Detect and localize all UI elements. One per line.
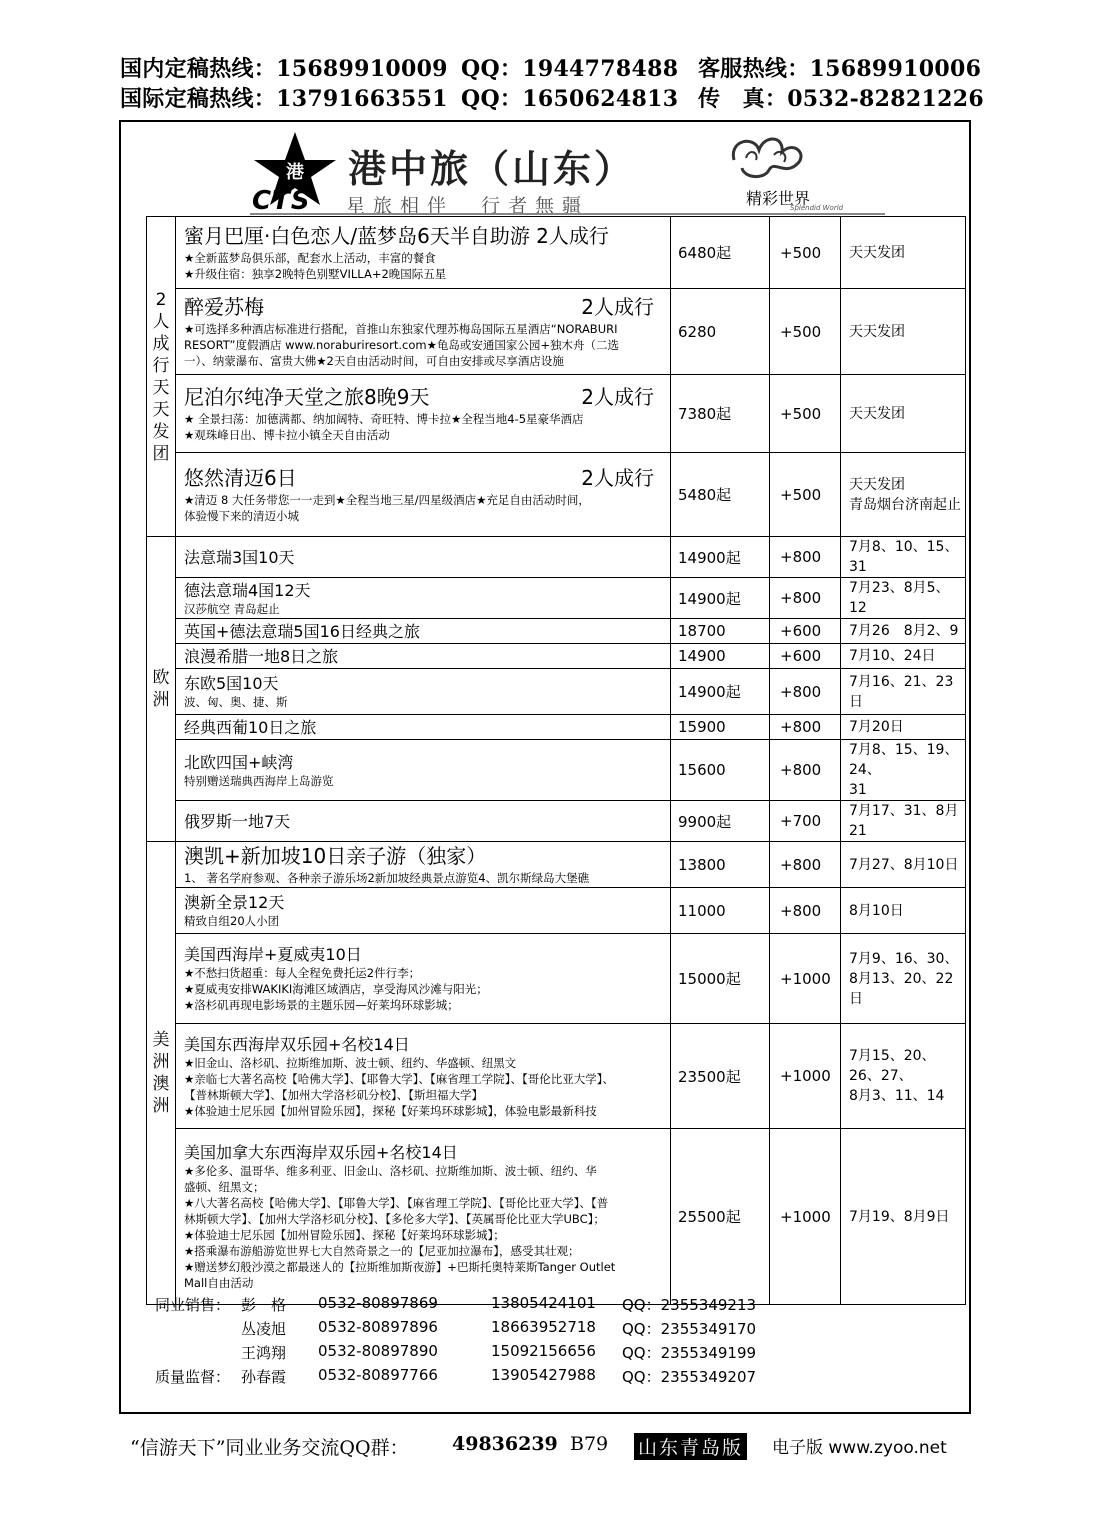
tour-price: 9900起 xyxy=(671,801,770,842)
tour-title-line xyxy=(184,465,664,492)
tour-dates xyxy=(841,537,966,578)
tour-price: 15900 xyxy=(671,715,770,740)
tour-title-line xyxy=(184,717,664,738)
tour-title-line xyxy=(184,892,664,913)
region-label xyxy=(147,537,176,842)
tour-surcharge: +1000 xyxy=(770,934,841,1024)
tour-dates xyxy=(841,289,966,375)
tour-desc: ★洛杉矶再现电影场景的主题乐园—好莱坞环球影城； xyxy=(184,998,459,1012)
tour-date-line: 青岛烟台济南起止 xyxy=(849,496,961,513)
tour-surcharge: +800 xyxy=(770,578,841,619)
tour-date-line: 7月10、24日 xyxy=(849,648,936,664)
contact-qq: QQ：2355349207 xyxy=(622,1368,757,1386)
tour-surcharge: +500 xyxy=(770,289,841,375)
region-char: 欧 xyxy=(152,668,170,688)
tour-desc: ★旧金山、洛杉矶、拉斯维加斯、波士顿、纽约、华盛顿、纽黑文 xyxy=(184,1055,517,1070)
cts-logo: CTS xyxy=(252,186,311,216)
tour-title-line xyxy=(184,294,664,321)
tour-title-line xyxy=(184,1142,664,1163)
tour-info xyxy=(176,453,671,537)
brand-divider xyxy=(250,213,885,215)
tour-surcharge: +600 xyxy=(770,644,841,669)
contact-name: 彭 格 xyxy=(241,1296,287,1314)
tour-row xyxy=(147,842,966,888)
tour-title-line xyxy=(184,646,664,667)
footer-edition: 山东青岛版 xyxy=(634,1433,747,1460)
tour-title-line xyxy=(184,673,664,694)
region-char: 成 xyxy=(152,333,170,354)
tour-desc: 体验慢下来的清迈小城 xyxy=(184,509,299,523)
tour-title-line xyxy=(184,752,664,773)
region-char: 澳 xyxy=(152,1074,170,1094)
tour-price: 14900起 xyxy=(671,537,770,578)
tour-info xyxy=(176,934,671,1024)
tour-info xyxy=(176,537,671,578)
brand-name: 港中旅（山东） xyxy=(348,147,636,191)
tour-title-line xyxy=(184,811,664,832)
partner-name: 精彩世界 xyxy=(746,189,811,208)
tour-desc: RESORT”度假酒店 www.noraburiresort.com★龟岛或安通国家公园+独木舟（二选 xyxy=(184,338,620,352)
tour-price: 15000起 xyxy=(671,934,770,1024)
region-label xyxy=(147,217,176,537)
tour-dates xyxy=(841,669,966,715)
tour-info xyxy=(176,217,671,289)
tour-title: 法意瑞3国10天 xyxy=(184,547,295,567)
tour-desc: 一）、纳蒙瀑布、富贵大佛★2天自由活动时间，可自由安排或尽享酒店设施 xyxy=(184,354,564,368)
tour-price: 14900 xyxy=(671,644,770,669)
contact-tel: 0532-80897869 xyxy=(318,1294,438,1312)
contact-role: 质量监督： xyxy=(155,1368,231,1386)
tour-desc: Mall自由活动 xyxy=(184,1276,254,1290)
tour-surcharge: +500 xyxy=(770,217,841,289)
tour-surcharge: +500 xyxy=(770,453,841,537)
footer-text: “信游天下”同业业务交流QQ群： xyxy=(130,1437,409,1459)
tour-info xyxy=(176,619,671,644)
tour-date-line: 7月20日 xyxy=(849,719,904,735)
tour-title-line xyxy=(184,1034,664,1055)
tour-surcharge: +800 xyxy=(770,537,841,578)
tour-row xyxy=(147,888,966,934)
tour-title: 北欧四国+峡湾 xyxy=(184,752,294,772)
tour-dates xyxy=(841,217,966,289)
tour-dates xyxy=(841,619,966,644)
brand-header xyxy=(250,128,890,218)
tour-price: 6480起 xyxy=(671,217,770,289)
region-char: 天 xyxy=(152,377,170,398)
tour-date-line: 7月27、8月10日 xyxy=(849,856,959,873)
tour-info xyxy=(176,578,671,619)
tour-row xyxy=(147,1024,966,1129)
tour-price: 7380起 xyxy=(671,375,770,453)
tour-desc: ★八大著名高校【哈佛大学】、【耶鲁大学】、【麻省理工学院】、【哥伦比亚大学】、【普 xyxy=(184,1196,609,1210)
tour-row xyxy=(147,740,966,801)
tour-surcharge: +800 xyxy=(770,888,841,934)
region-char: 洲 xyxy=(152,1052,170,1072)
tour-title: 澳新全景12天 xyxy=(184,893,285,912)
tour-dates xyxy=(841,740,966,801)
contact-mobile: 18663952718 xyxy=(491,1318,596,1336)
contact-tel: 0532-80897890 xyxy=(318,1342,438,1360)
tour-price: 18700 xyxy=(671,619,770,644)
tour-date-line: 7月19、8月9日 xyxy=(849,1208,950,1225)
footer-qq: 49836239 xyxy=(452,1433,558,1455)
tour-dates xyxy=(841,578,966,619)
tour-row xyxy=(147,715,966,740)
tour-surcharge: +800 xyxy=(770,715,841,740)
tour-desc: ★全新蓝梦岛俱乐部，配套水上活动，丰富的餐食 xyxy=(184,251,436,265)
tour-price: 14900起 xyxy=(671,578,770,619)
tour-desc: 1、 著名学府参观、各种亲子游乐场2新加坡经典景点游览4、凯尔斯绿岛大堡礁 xyxy=(184,871,590,885)
tour-date-line: 7月23、8月5、12 xyxy=(849,580,950,616)
tour-desc: ★可选择多种酒店标准进行搭配，首推山东独家代理苏梅岛国际五星酒店“NORABURI xyxy=(184,322,618,336)
tour-title-line xyxy=(184,580,664,601)
tour-info xyxy=(176,375,671,453)
tour-row xyxy=(147,453,966,537)
tour-desc: ★ 全景扫荡：加德满都、纳加阔特、奇旺特、博卡拉★全程当地4-5星豪华酒店 xyxy=(184,412,584,426)
tour-title-line xyxy=(184,944,664,965)
tour-dates xyxy=(841,934,966,1024)
tour-desc: 【普林斯顿大学】、【加州大学洛杉矶分校】、【斯坦福大学】 xyxy=(184,1087,483,1102)
tour-info xyxy=(176,801,671,842)
contact-tel: 0532-80897766 xyxy=(318,1366,438,1384)
tour-title: 尼泊尔纯净天堂之旅8晚9天 xyxy=(184,385,430,409)
tour-date-line: 7月15、20、26、27、 xyxy=(849,1048,936,1084)
tour-row xyxy=(147,289,966,375)
contact-qq: QQ：2355349213 xyxy=(622,1296,757,1314)
tour-desc: ★赠送梦幻般沙漠之都最迷人的【拉斯维加斯夜游】+巴斯托奥特莱斯Tanger Outlet xyxy=(184,1260,616,1274)
tour-surcharge: +800 xyxy=(770,842,841,888)
tour-row xyxy=(147,1129,966,1305)
tour-row xyxy=(147,217,966,289)
tour-title-line xyxy=(184,223,664,250)
tour-title-line xyxy=(184,384,664,411)
tour-price: 5480起 xyxy=(671,453,770,537)
footer-page: B79 xyxy=(570,1433,609,1455)
tour-desc: ★体验迪士尼乐园【加州冒险乐园】、探秘【好莱坞环球影城】； xyxy=(184,1228,505,1242)
tour-date-line: 8月3、11、14 xyxy=(849,1088,945,1104)
tour-row xyxy=(147,375,966,453)
tour-dates xyxy=(841,801,966,842)
tour-title: 悠然清迈6日 xyxy=(184,466,297,490)
splendid-world-logo-icon xyxy=(724,130,814,190)
tour-date-line: 8月13、20、22日 xyxy=(849,970,954,1007)
tour-desc: ★搭乘瀑布游船游览世界七大自然奇景之一的【尼亚加拉瀑布】，感受其壮观； xyxy=(184,1244,580,1258)
tour-surcharge: +600 xyxy=(770,619,841,644)
domestic-hotline: 国内定稿热线：15689910009 xyxy=(120,56,448,82)
tour-title-line xyxy=(184,621,664,642)
service-hotline: 客服热线：15689910006 xyxy=(698,56,982,82)
region-char: 人 xyxy=(152,311,170,332)
tour-desc: ★夏威夷安排WAKIKI海滩区域酒店，享受海风沙滩与阳光； xyxy=(184,982,488,996)
tour-desc: ★体验迪士尼乐园【加州冒险乐园】，探秘【好莱坞环球影城】，体验电影最新科技 xyxy=(184,1103,597,1118)
tour-title: 澳凯+新加坡10日亲子游（独家） xyxy=(184,844,487,868)
region-char: 行 xyxy=(152,355,170,376)
tour-title: 美国东西海岸双乐园+名校14日 xyxy=(184,1034,410,1054)
tour-dates xyxy=(841,375,966,453)
tour-price: 15600 xyxy=(671,740,770,801)
tour-dates xyxy=(841,453,966,537)
tour-dates xyxy=(841,842,966,888)
tour-surcharge: +800 xyxy=(770,740,841,801)
tour-desc: ★清迈 8 大任务带您一一走到★全程当地三星/四星级酒店★充足自由活动时间， xyxy=(184,493,590,507)
contact-name: 孙春霞 xyxy=(241,1368,287,1386)
tour-date-line: 7月17、31、8月21 xyxy=(849,803,959,839)
tour-title: 德法意瑞4国12天 xyxy=(184,580,311,600)
international-qq: QQ：1650624813 xyxy=(461,86,679,112)
tour-desc: ★多伦多、温哥华、维多利亚、旧金山、洛杉矶、拉斯维加斯、波士顿、纽约、华 xyxy=(184,1164,597,1178)
tour-date-line: 7月9、16、30、 xyxy=(849,950,959,967)
region-char: 天 xyxy=(152,399,170,420)
tour-title: 东欧5国10天 xyxy=(184,674,279,693)
tour-surcharge: +1000 xyxy=(770,1024,841,1129)
contact-mobile: 13805424101 xyxy=(491,1294,596,1312)
brand-slogan: 星旅相伴 行者無疆 xyxy=(346,195,590,217)
tour-desc: 波、匈、奥、捷、斯 xyxy=(184,695,288,709)
tour-price: 11000 xyxy=(671,888,770,934)
international-hotline: 国际定稿热线：13791663551 xyxy=(120,86,448,112)
region-label xyxy=(147,842,176,1305)
tour-info xyxy=(176,1129,671,1305)
tour-title: 浪漫希腊一地8日之旅 xyxy=(184,646,339,666)
fax: 传 真：0532-82821226 xyxy=(698,86,984,112)
tour-date-line: 天天发团 xyxy=(849,476,905,493)
tour-info xyxy=(176,1024,671,1129)
tour-title: 经典西葡10日之旅 xyxy=(184,717,317,737)
contact-role: 同业销售： xyxy=(155,1296,231,1314)
contact-mobile: 15092156656 xyxy=(491,1342,596,1360)
tour-row xyxy=(147,801,966,842)
tour-tag: 2人成行 xyxy=(581,385,654,409)
tour-price: 23500起 xyxy=(671,1024,770,1129)
tour-desc: 精致自组20人小团 xyxy=(184,914,280,928)
tours-table xyxy=(146,216,966,1305)
tour-date-line: 31 xyxy=(849,782,867,798)
tour-desc: ★亲临七大著名高校【哈佛大学】、【耶鲁大学】、【麻省理工学院】、【哥伦比亚大学】、 xyxy=(184,1071,615,1086)
contact-qq: QQ：2355349199 xyxy=(622,1344,757,1362)
tour-info xyxy=(176,888,671,934)
tour-title-line xyxy=(184,547,664,568)
contact-name: 王鸿翔 xyxy=(241,1344,287,1362)
tour-price: 14900起 xyxy=(671,669,770,715)
region-char: 团 xyxy=(152,443,170,464)
tour-row xyxy=(147,644,966,669)
tour-dates xyxy=(841,1129,966,1305)
svg-text:港: 港 xyxy=(286,162,304,183)
tour-dates xyxy=(841,888,966,934)
contact-qq: QQ：2355349170 xyxy=(622,1320,757,1338)
tour-row xyxy=(147,578,966,619)
tour-dates xyxy=(841,1024,966,1129)
tour-surcharge: +800 xyxy=(770,669,841,715)
contact-tel: 0532-80897896 xyxy=(318,1318,438,1336)
tour-surcharge: +1000 xyxy=(770,1129,841,1305)
region-char: 洲 xyxy=(152,1096,170,1116)
tour-row xyxy=(147,537,966,578)
tour-surcharge: +500 xyxy=(770,375,841,453)
tour-desc: 盛顿、纽黑文； xyxy=(184,1180,265,1194)
tour-surcharge: +700 xyxy=(770,801,841,842)
tour-title: 英国+德法意瑞5国16日经典之旅 xyxy=(184,621,420,641)
tour-date-line: 天天发团 xyxy=(849,244,905,261)
tour-title-line xyxy=(184,843,664,870)
tour-title: 美国西海岸+夏威夷10日 xyxy=(184,945,362,964)
tour-price: 25500起 xyxy=(671,1129,770,1305)
tour-info xyxy=(176,669,671,715)
tour-tag: 2人成行 xyxy=(581,295,654,319)
tour-row xyxy=(147,619,966,644)
tour-date-line: 7月8、10、15、31 xyxy=(849,539,959,575)
contact-name: 丛凌旭 xyxy=(241,1320,287,1338)
tour-desc: ★升级住宿：独享2晚特色别墅VILLA+2晚国际五星 xyxy=(184,267,447,281)
region-char: 发 xyxy=(152,421,170,442)
tour-title: 蜜月巴厘·白色恋人/蓝梦岛6天半自助游 2人成行 xyxy=(184,224,609,248)
tour-info xyxy=(176,740,671,801)
tour-row xyxy=(147,934,966,1024)
tour-date-line: 7月26 8月2、9 xyxy=(849,623,959,639)
tour-date-line: 7月16、21、23日 xyxy=(849,673,954,710)
tour-price: 13800 xyxy=(671,842,770,888)
tour-date-line: 天天发团 xyxy=(849,323,905,340)
tour-desc: 特别赠送瑞典西海岸上岛游览 xyxy=(184,773,334,788)
tour-price: 6280 xyxy=(671,289,770,375)
tour-info xyxy=(176,289,671,375)
tour-date-line: 天天发团 xyxy=(849,405,905,422)
region-char: 2 xyxy=(155,289,167,310)
tour-tag: 2人成行 xyxy=(581,466,654,490)
tour-desc: ★观珠峰日出、博卡拉小镇全天自由活动 xyxy=(184,428,390,442)
tour-desc: ★不愁扫货超重：每人全程免费托运2件行李； xyxy=(184,966,421,980)
tour-info xyxy=(176,644,671,669)
footer-site: 电子版 www.zyoo.net xyxy=(772,1438,947,1458)
partner-name-en: Splendid World xyxy=(790,204,844,212)
tour-title: 美国加拿大东西海岸双乐园+名校14日 xyxy=(184,1143,458,1162)
domestic-qq: QQ：1944778488 xyxy=(461,56,679,82)
region-char: 美 xyxy=(152,1030,170,1050)
tour-date-line: 8月10日 xyxy=(849,902,904,919)
tour-dates xyxy=(841,644,966,669)
tour-date-line: 7月8、15、19、24、 xyxy=(849,742,959,778)
tour-info xyxy=(176,842,671,888)
tour-title: 醉爱苏梅 xyxy=(184,295,264,319)
tour-row xyxy=(147,669,966,715)
region-char: 洲 xyxy=(152,690,170,710)
tour-title: 俄罗斯一地7天 xyxy=(184,811,291,831)
tour-desc: 汉莎航空 青岛起止 xyxy=(184,601,280,616)
tour-info xyxy=(176,715,671,740)
tour-dates xyxy=(841,715,966,740)
contact-mobile: 13905427988 xyxy=(491,1366,596,1384)
tour-desc: 林斯顿大学】、【加州大学洛杉矶分校】、【多伦多大学】、【英属哥伦比亚大学UBC】； xyxy=(184,1212,605,1226)
